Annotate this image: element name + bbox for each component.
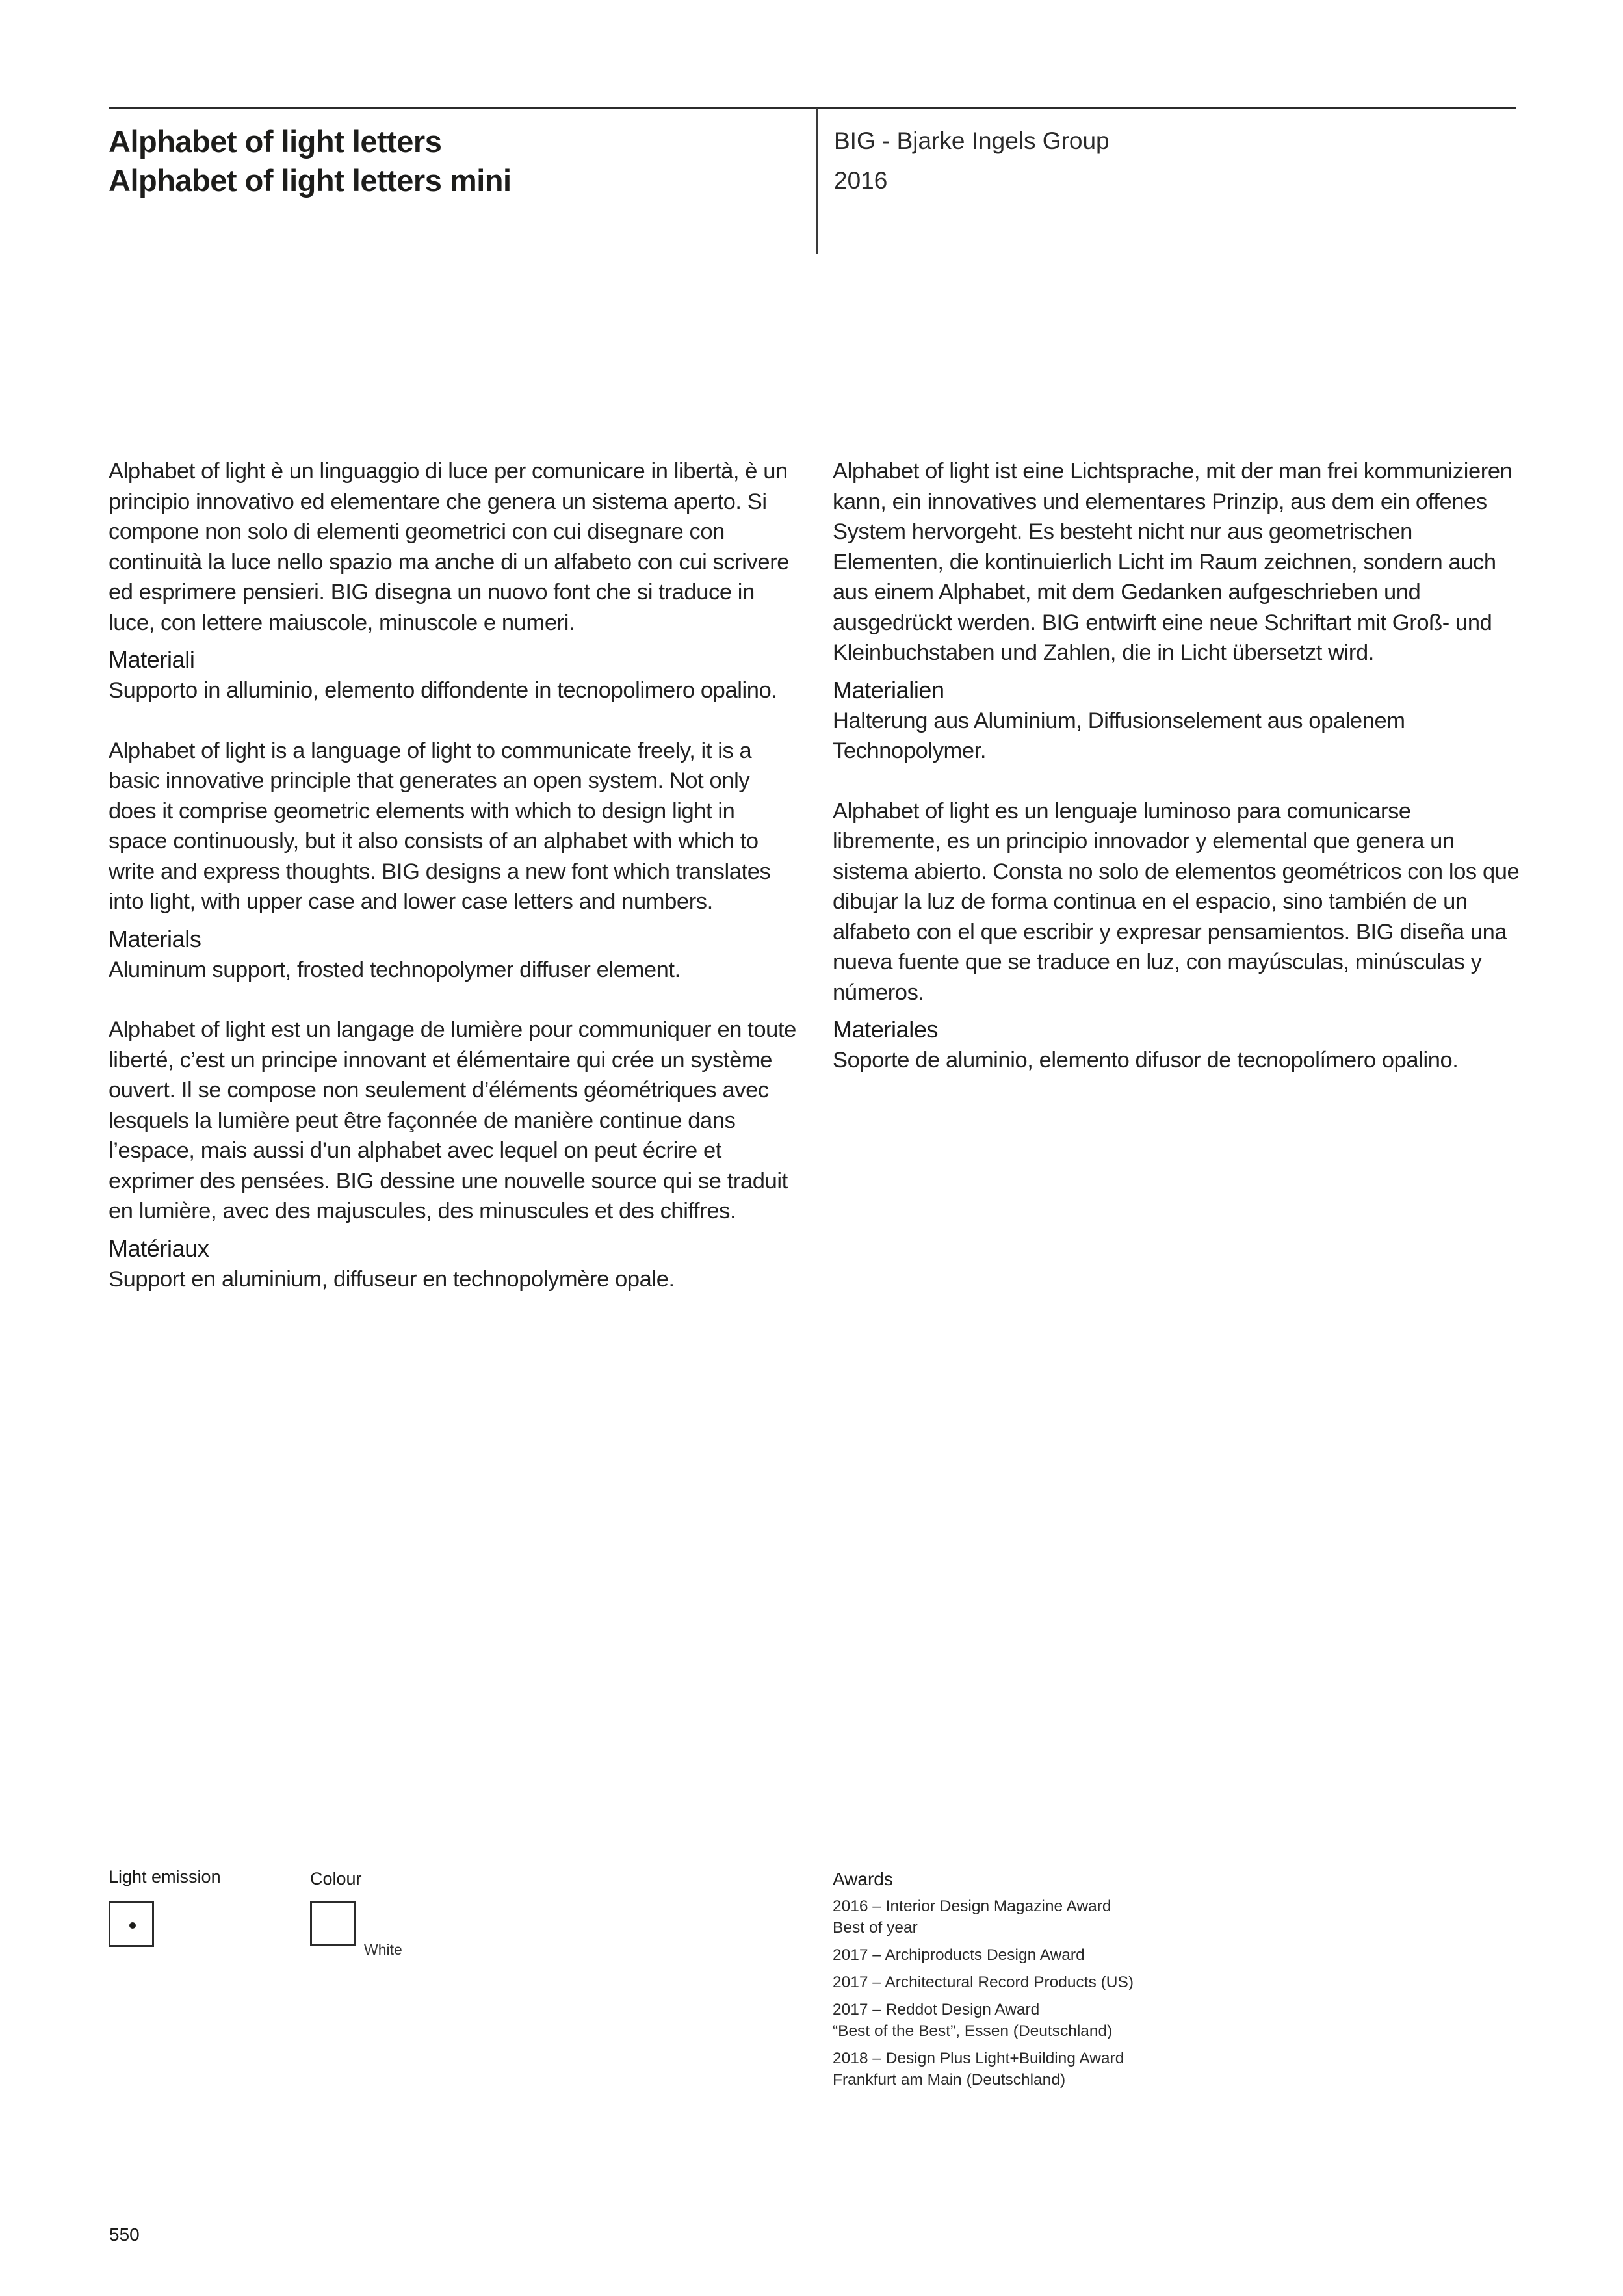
awards-heading: Awards bbox=[833, 1869, 893, 1889]
german-block bbox=[833, 456, 1522, 766]
left-text-column bbox=[109, 456, 798, 1294]
award-detail: Best of year bbox=[833, 1919, 918, 1937]
english-materials-heading: Materials bbox=[109, 925, 201, 952]
light-emission-icon bbox=[109, 1901, 154, 1947]
english-block bbox=[109, 736, 798, 985]
header-divider bbox=[816, 108, 818, 254]
right-text-column bbox=[833, 456, 1522, 1076]
italian-materials-text: Supporto in alluminio, elemento diffondente in tecnopolimero opalino. bbox=[109, 678, 777, 703]
award-detail: “Best of the Best”, Essen (Deutschland) bbox=[833, 2022, 1113, 2040]
award-item bbox=[833, 2048, 1223, 2091]
colour-label: Colour bbox=[310, 1869, 362, 1888]
award-item bbox=[833, 1944, 1223, 1966]
german-description: Alphabet of light ist eine Lichtsprache, mit der man frei kommunizieren kann, ein innovatives und elementares Prinzip, aus dem ein offenes System hervorgeht. Es besteht nicht nur aus geometrischen Elementen, die kontinuierlich Licht im Raum zeichnen, sondern auch aus einem Alphabet, mit dem Gedanken aufgeschrieben und ausgedrückt werden. BIG entwirft eine neue Schriftart mit Groß- und Kleinbuchstaben und Zahlen, die in Licht übersetzt wird. bbox=[833, 459, 1513, 665]
spanish-description: Alphabet of light es un lenguaje luminoso para comunicarse libremente, es un principio innovador y elemental que genera un sistema abierto. Consta no solo de elementos geométricos con los que dibujar la luz de forma continua en el espacio, sino también de un alfabeto con el que escribir y expresar pensamientos. BIG diseña una nueva fuente que se traduce en luz, con mayúsculas, minúsculas y números. bbox=[833, 798, 1520, 1005]
designer-info bbox=[834, 121, 1110, 200]
direct-light-dot-icon bbox=[129, 1922, 136, 1929]
french-description: Alphabet of light est un langage de lumière pour communiquer en toute liberté, c’est un principe innovant et élémentaire qui crée un système ouvert. Il se compose non seulement d’éléments géométriques avec lesquels la lumière peut être façonnée de manière continue dans l’espace, mais aussi d’un alphabet avec lequel on peut écrire et exprimer des pensées. BIG dessine une nouvelle source qui se traduit en lumière, avec des majuscules, des minuscules et des chiffres. bbox=[109, 1017, 796, 1223]
english-description: Alphabet of light is a language of light to communicate freely, it is a basic innovative principle that generates an open system. Not only does it comprise geometric elements with which to design light in space continuously, but it also consists of an alphabet with which to write and express thoughts. BIG designs a new font which translates into light, with upper case and lower case letters and numbers. bbox=[109, 738, 771, 914]
spanish-materials-text: Soporte de aluminio, elemento difusor de tecnopolímero opalino. bbox=[833, 1048, 1459, 1073]
design-year: 2016 bbox=[834, 167, 888, 194]
award-title: 2016 – Interior Design Magazine Award bbox=[833, 1898, 1111, 1915]
italian-block bbox=[109, 456, 798, 706]
spanish-block bbox=[833, 796, 1522, 1076]
award-title: 2017 – Archiproducts Design Award bbox=[833, 1946, 1085, 1964]
italian-materials-heading: Materiali bbox=[109, 646, 195, 673]
spanish-materials-heading: Materiales bbox=[833, 1016, 939, 1043]
colour-swatch-label: White bbox=[364, 1941, 402, 1958]
award-title: 2018 – Design Plus Light+Building Award bbox=[833, 2050, 1124, 2067]
award-item bbox=[833, 1896, 1223, 1938]
award-title: 2017 – Architectural Record Products (US) bbox=[833, 1974, 1134, 1991]
award-item bbox=[833, 1972, 1223, 1993]
title-line-1: Alphabet of light letters bbox=[109, 124, 442, 159]
light-emission-label: Light emission bbox=[109, 1867, 221, 1886]
english-materials-text: Aluminum support, frosted technopolymer diffuser element. bbox=[109, 957, 681, 982]
header-rule bbox=[109, 107, 1516, 109]
title-line-2: Alphabet of light letters mini bbox=[109, 163, 512, 198]
designer-name: BIG - Bjarke Ingels Group bbox=[834, 127, 1110, 154]
german-materials-text: Halterung aus Aluminium, Diffusionselement aus opalenem Technopolymer. bbox=[833, 708, 1405, 763]
awards-section bbox=[833, 1867, 1223, 2096]
page-title bbox=[109, 122, 512, 200]
award-title: 2017 – Reddot Design Award bbox=[833, 2001, 1040, 2018]
colour-swatch-white bbox=[310, 1901, 356, 1946]
award-item bbox=[833, 1999, 1223, 2042]
award-detail: Frankfurt am Main (Deutschland) bbox=[833, 2071, 1066, 2089]
italian-description: Alphabet of light è un linguaggio di luce per comunicare in libertà, è un principio innovativo ed elementare che genera un sistema aperto. Si compone non solo di elementi geometrici con cui disegnare con continuità la luce nello spazio ma anche di un alfabeto con cui scrivere ed esprimere pensieri. BIG disegna un nuovo font che si traduce in luce, con lettere maiuscole, minuscole e numeri. bbox=[109, 459, 790, 635]
german-materials-heading: Materialien bbox=[833, 676, 944, 703]
page-number: 550 bbox=[109, 2224, 140, 2245]
french-materials-heading: Matériaux bbox=[109, 1234, 209, 1262]
french-materials-text: Support en aluminium, diffuseur en technopolymère opale. bbox=[109, 1266, 675, 1292]
french-block bbox=[109, 1015, 798, 1294]
